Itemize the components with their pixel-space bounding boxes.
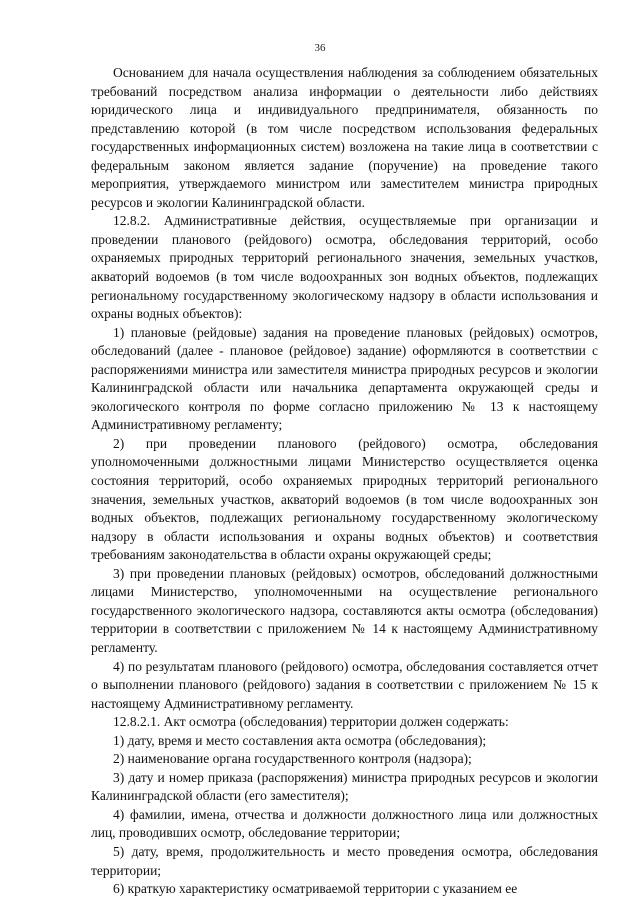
list-item-3-acts: 3) при проведении плановых (рейдовых) осмотров, обследований должностными лицами Министерство, уполномоченными на осуществление регионального государственного экологического надзора, составляются акты осмотра (обследования) территории в соответствии с приложением № 14 к настоящему Административному регламенту. xyxy=(91,565,598,655)
act-item-4: 4) фамилии, имена, отчества и должности должностного лица или должностных лиц, проводивших осмотр, обследование территории; xyxy=(91,806,598,841)
act-item-3: 3) дату и номер приказа (распоряжения) министра природных ресурсов и экологии Калининградской области (его заместителя); xyxy=(91,769,598,804)
paragraph-12-8-2-1: 12.8.2.1. Акт осмотра (обследования) территории должен содержать: xyxy=(113,714,509,730)
act-item-2: 2) наименование органа государственного контроля (надзора); xyxy=(113,751,472,767)
act-item-6: 6) краткую характеристику осматриваемой территории с указанием ее xyxy=(113,881,518,897)
act-item-5: 5) дату, время, продолжительность и место проведения осмотра, обследования территории; xyxy=(91,843,598,878)
list-item-4-report: 4) по результатам планового (рейдового) осмотра, обследования составляется отчет о выполнении планового (рейдового) задания в соответствии с приложением № 15 к настоящему Административному регламенту. xyxy=(91,658,598,711)
paragraph-observation-basis: Основанием для начала осуществления наблюдения за соблюдением обязательных требований посредством анализа информации о деятельности либо действиях юридического лица и индивидуального предпринимателя, обязанность по представлению которой (в том числе посредством использования федеральных государственных информационных систем) возложена на такие лица в соответствии с федеральным законом является задание (поручение) на проведение такого мероприятия, утверждаемого министром или заместителем министра природных ресурсов и экологии Калининградской области. xyxy=(91,65,598,210)
paragraph-12-8-2: 12.8.2. Административные действия, осуществляемые при организации и проведении планового (рейдового) осмотра, обследования территорий, особо охраняемых природных территорий регионального значения, земельных участков, акваторий водоемов (в том числе водоохранных зон водных объектов, подлежащих региональному государственному экологическому надзору в области использования и охраны водных объектов): xyxy=(91,213,598,322)
list-item-1-planned-tasks: 1) плановые (рейдовые) задания на проведение плановых (рейдовых) осмотров, обследований (далее - плановое (рейдовое) задание) оформляются в соответствии с распоряжениями министра или заместителя министра природных ресурсов и экологии Калининградской области или начальника департамента окружающей среды и экологического контроля по форме согласно приложению № 13 к настоящему Административному регламенту; xyxy=(91,324,598,433)
act-item-1: 1) дату, время и место составления акта осмотра (обследования); xyxy=(113,732,487,748)
list-item-2-assessment: 2) при проведении планового (рейдового) осмотра, обследования уполномоченными должностными лицами Министерство осуществляется оценка состояния территорий, особо охраняемых природных территорий регионального значения, земельных участков, акваторий водоемов (в том числе водоохранных зон водных объектов, подлежащих региональному государственному экологическому надзору в области использования и охраны водных объектов) и соответствия требованиям законодательства в области охраны окружающей среды; xyxy=(91,435,598,563)
document-body xyxy=(91,64,598,899)
page-number: 36 xyxy=(314,42,326,54)
